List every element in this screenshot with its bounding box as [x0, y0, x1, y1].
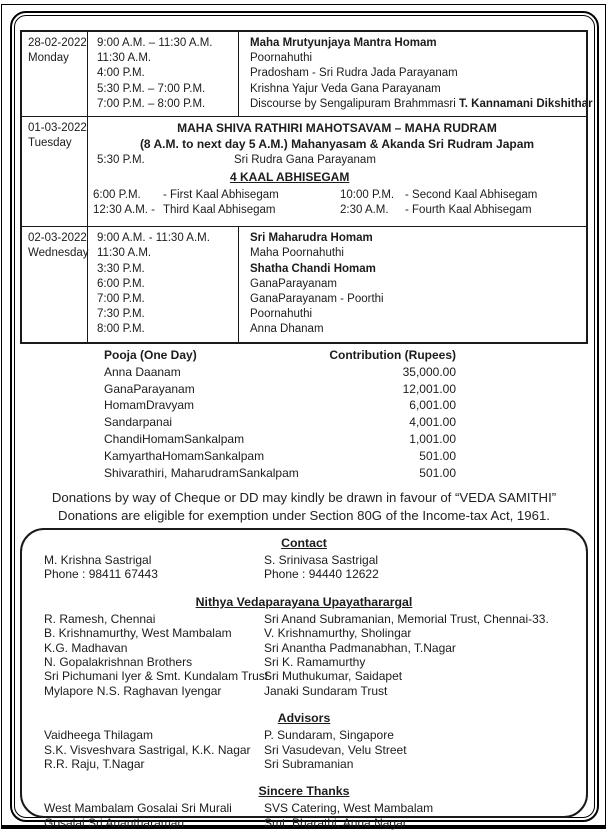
date-text: 01-03-2022: [28, 122, 87, 135]
schedule-table: [20, 30, 593, 344]
kaal-label: Third Kaal Abhisegam: [163, 204, 276, 217]
pooja-name: GanaParayanam: [104, 381, 195, 396]
donor-name: V. Krishnamurthy, Sholingar: [264, 626, 412, 641]
advisor-name: S.K. Visveshvara Sastrigal, K.K. Nagar: [44, 742, 251, 757]
donation-line-1: Donations by way of Cheque or DD may kindly be drawn in favour of “VEDA SAMITHI”: [51, 490, 557, 505]
donation-line-2: Donations are eligible for exemption under Section 80G of the Income-tax Act, 1961.: [58, 507, 550, 523]
pooja-amount: 6,001.00: [409, 398, 456, 413]
thanks-name: Smt. Bharathi, Anna Nagar: [264, 815, 407, 830]
pooja-amount: 35,000.00: [402, 364, 456, 379]
event-line: [88, 152, 586, 169]
date-cell: [22, 227, 88, 341]
pooja-name: Anna Daanam: [104, 364, 181, 379]
event-text: Maha Poornahuthi: [250, 247, 344, 260]
event-text: Pradosham - Sri Rudra Jada Parayanam: [250, 67, 458, 80]
pooja-name: Sandarpanai: [104, 415, 173, 430]
event-text: Shatha Chandi Homam: [250, 262, 376, 275]
pooja-row: [104, 381, 456, 398]
date-cell: [22, 32, 88, 116]
contact-section: [22, 536, 586, 582]
donor-name: Sri Anand Subramanian, Memorial Trust, Chennai-33.: [264, 611, 549, 626]
kaal-label: - First Kaal Abhisegam: [163, 188, 279, 201]
pooja-name: ChandiHomamSankalpam: [104, 431, 245, 446]
pooja-header-row: [104, 347, 456, 364]
schedule-row-monday: [22, 32, 593, 116]
event-text: Poornahuthi: [250, 308, 313, 321]
kaal-label: - Second Kaal Abhisegam: [405, 188, 538, 201]
pooja-contribution-list: [104, 347, 456, 481]
date-cell: [22, 117, 88, 226]
time-text: 7:30 P.M.: [97, 308, 145, 321]
pooja-row: [104, 448, 456, 465]
day-text: Monday: [28, 52, 69, 65]
time-text: 11:30 A.M.: [97, 52, 152, 65]
kaal-time: 12:30 A.M. -: [93, 204, 156, 217]
date-text: 02-03-2022: [28, 232, 87, 245]
nithya-section: [22, 595, 586, 698]
contact-heading: Contact: [281, 536, 327, 550]
kaal-time: 2:30 A.M.: [340, 204, 389, 217]
advisors-heading: Advisors: [277, 711, 331, 726]
discourse-prefix: Discourse by Sengalipuram Brahmmasri: [250, 97, 459, 110]
kaal-time: 6:00 P.M.: [93, 188, 141, 201]
row-body: [88, 32, 593, 116]
thanks-heading: Sincere Thanks: [258, 784, 350, 799]
donor-name: Sri Pichumani Iyer & Smt. Kundalam Trust: [44, 669, 269, 684]
time-text: 8:00 P.M.: [97, 323, 145, 336]
time-column: [88, 32, 239, 116]
event-text: Poornahuthi: [250, 52, 313, 65]
time-text: 7:00 P.M.: [97, 292, 145, 305]
day-text: Tuesday: [28, 137, 72, 150]
mahotsavam-subtitle: (8 A.M. to next day 5 A.M.) Mahanyasam & Akanda Sri Rudram Japam: [139, 137, 535, 152]
thanks-section: [22, 784, 586, 830]
thanks-name: West Mambalam Gosalai Sri Murali: [44, 801, 232, 816]
event-text: [250, 97, 593, 112]
schedule-row-tuesday: [22, 116, 586, 226]
discourse-speaker: T. Kannamani Dikshithar: [459, 97, 593, 110]
event-column: [239, 32, 593, 116]
donor-name: B. Krishnamurthy, West Mambalam: [44, 626, 232, 641]
event-text: Krishna Yajur Veda Gana Parayanam: [250, 82, 441, 95]
time-column: [88, 227, 239, 341]
event-text: Anna Dhanam: [250, 323, 324, 336]
event-text: GanaParayanam - Poorthi: [250, 292, 384, 305]
time-text: 11:30 A.M.: [97, 247, 152, 260]
kaal-row: [88, 188, 586, 204]
event-text: Maha Mrutyunjaya Mantra Homam: [250, 37, 437, 49]
time-text: 9:00 A.M. – 11:30 A.M.: [97, 37, 213, 49]
advisor-name: Sri Subramanian: [264, 757, 354, 772]
pooja-header-name: Pooja (One Day): [104, 348, 197, 362]
kaal-time: 10:00 P.M.: [340, 188, 395, 201]
pooja-amount: 12,001.00: [402, 381, 456, 396]
schedule-row-wednesday: [22, 226, 586, 341]
donor-name: Sri Muthukumar, Saidapet: [264, 669, 403, 684]
donor-name: N. Gopalakrishnan Brothers: [44, 655, 193, 670]
time-text: 6:00 P.M.: [97, 277, 145, 290]
time-text: 7:00 P.M. – 8:00 P.M.: [97, 97, 206, 110]
kaal-label: - Fourth Kaal Abhisegam: [405, 204, 532, 217]
pooja-amount: 501.00: [419, 448, 456, 463]
pooja-name: KamyarthaHomamSankalpam: [104, 448, 265, 463]
pooja-name: HomamDravyam: [104, 398, 195, 413]
donor-name: Mylapore N.S. Raghavan Iyengar: [44, 683, 222, 698]
pooja-name: Shivarathiri, MaharudramSankalpam: [104, 465, 299, 480]
pooja-row: [104, 465, 456, 482]
event-column: [239, 227, 586, 341]
pooja-row: [104, 414, 456, 431]
contact-name: M. Krishna Sastrigal: [44, 553, 152, 567]
pooja-header-amount: Contribution (Rupees): [329, 348, 456, 362]
nithya-heading: Nithya Vedaparayana Upayatharargal: [195, 594, 413, 609]
thanks-name: SVS Catering, West Mambalam: [264, 801, 434, 816]
advisor-name: Sri Vasudevan, Velu Street: [264, 742, 407, 757]
time-text: 3:30 P.M.: [97, 262, 145, 275]
advisor-name: Vaidheega Thilagam: [44, 728, 153, 743]
donor-name: K.G. Madhavan: [44, 640, 128, 655]
mahotsavam-title: MAHA SHIVA RATHIRI MAHOTSAVAM – MAHA RUDRAM: [177, 121, 497, 136]
date-text: 28-02-2022: [28, 37, 87, 49]
pooja-row: [104, 431, 456, 448]
row-body: [88, 117, 586, 226]
event-text: Sri Rudra Gana Parayanam: [234, 154, 376, 167]
advisor-name: R.R. Raju, T.Nagar: [44, 757, 145, 772]
pooja-row: [104, 364, 456, 381]
thanks-name: Gosalai Sri Anantharaman: [44, 815, 185, 830]
contact-name: S. Srinivasa Sastrigal: [264, 553, 379, 567]
event-text: GanaParayanam: [250, 277, 337, 290]
footer-box: [20, 528, 588, 830]
time-text: 5:30 P.M. – 7:00 P.M.: [97, 82, 206, 95]
pooja-amount: 4,001.00: [409, 415, 456, 430]
pooja-row: [104, 397, 456, 414]
kaal-abhisegam-heading: 4 KAAL ABHISEGAM: [230, 169, 350, 184]
pooja-amount: 1,001.00: [409, 431, 456, 446]
donor-name: Janaki Sundaram Trust: [264, 683, 388, 698]
advisor-name: P. Sundaram, Singapore: [264, 728, 394, 743]
event-text: Sri Maharudra Homam: [250, 232, 373, 245]
donor-name: R. Ramesh, Chennai: [44, 611, 156, 626]
advisors-section: [22, 711, 586, 771]
pooja-amount: 501.00: [419, 465, 456, 480]
time-text: 5:30 P.M.: [97, 154, 145, 167]
row-body: [88, 227, 586, 341]
day-text: Wednesday: [28, 247, 89, 260]
contact-phone: Phone : 98411 67443: [44, 567, 158, 582]
donor-name: Sri Anantha Padmanabhan, T.Nagar: [264, 640, 456, 655]
time-text: 9:00 A.M. - 11:30 A.M.: [97, 232, 210, 245]
contact-phone: Phone : 94440 12622: [264, 567, 379, 582]
time-text: 4:00 P.M.: [97, 67, 145, 80]
kaal-row: [88, 203, 586, 219]
donation-note: [24, 489, 584, 524]
donor-name: Sri K. Ramamurthy: [264, 655, 366, 670]
